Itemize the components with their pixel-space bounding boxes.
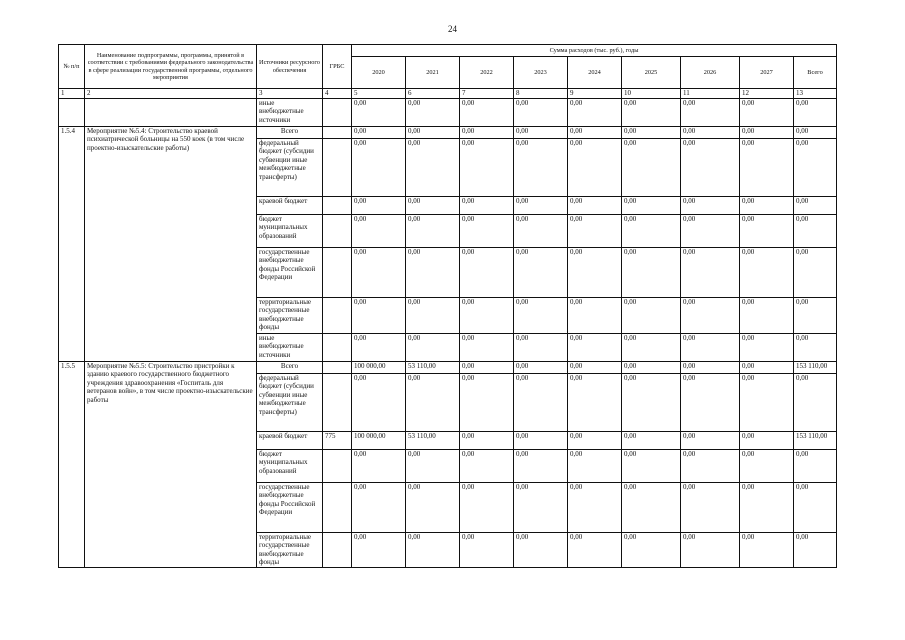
year-value: 0,00 <box>568 247 622 297</box>
total-value: 153 110,00 <box>794 431 837 449</box>
year-value: 0,00 <box>568 196 622 214</box>
year-value: 0,00 <box>460 196 514 214</box>
year-value: 0,00 <box>406 297 460 333</box>
grbs-code <box>323 297 352 333</box>
header-year: 2020 <box>352 57 406 89</box>
year-value: 0,00 <box>460 126 514 138</box>
table-row <box>59 126 837 138</box>
year-value: 0,00 <box>460 373 514 431</box>
grbs-code <box>323 247 352 297</box>
measure-number: 1.5.4 <box>59 126 85 361</box>
year-value: 0,00 <box>514 98 568 126</box>
year-value: 53 110,00 <box>406 431 460 449</box>
year-value: 0,00 <box>514 214 568 247</box>
year-value: 0,00 <box>622 361 681 373</box>
column-number: 9 <box>568 89 622 99</box>
year-value: 0,00 <box>352 138 406 196</box>
column-number: 7 <box>460 89 514 99</box>
year-value: 0,00 <box>622 126 681 138</box>
year-value: 0,00 <box>406 196 460 214</box>
table-row <box>59 98 837 126</box>
column-number: 13 <box>794 89 837 99</box>
column-number-row <box>59 89 837 99</box>
year-value: 0,00 <box>514 247 568 297</box>
header-year: 2022 <box>460 57 514 89</box>
year-value: 0,00 <box>514 373 568 431</box>
year-value: 0,00 <box>352 98 406 126</box>
header-sum: Сумма расходов (тыс. руб.), годы <box>352 45 837 57</box>
column-number: 12 <box>740 89 794 99</box>
year-value: 0,00 <box>406 98 460 126</box>
budget-table <box>58 44 837 568</box>
year-value: 0,00 <box>681 373 740 431</box>
year-value: 0,00 <box>622 297 681 333</box>
year-value: 0,00 <box>568 449 622 482</box>
year-value: 0,00 <box>622 532 681 567</box>
year-value: 0,00 <box>622 98 681 126</box>
year-value: 0,00 <box>514 126 568 138</box>
year-value: 0,00 <box>460 297 514 333</box>
year-value: 0,00 <box>514 449 568 482</box>
year-value: 0,00 <box>406 126 460 138</box>
year-value: 0,00 <box>460 532 514 567</box>
funding-source: краевой бюджет <box>257 431 323 449</box>
year-value: 53 110,00 <box>406 361 460 373</box>
year-value: 0,00 <box>568 138 622 196</box>
header-year: 2024 <box>568 57 622 89</box>
grbs-code <box>323 361 352 373</box>
total-value: 0,00 <box>794 482 837 532</box>
year-value: 0,00 <box>568 333 622 361</box>
year-value: 0,00 <box>622 214 681 247</box>
grbs-code <box>323 449 352 482</box>
year-value: 0,00 <box>740 138 794 196</box>
total-value: 0,00 <box>794 333 837 361</box>
year-value: 0,00 <box>406 532 460 567</box>
year-value: 0,00 <box>352 297 406 333</box>
total-value: 0,00 <box>794 196 837 214</box>
year-value: 0,00 <box>568 373 622 431</box>
year-value: 0,00 <box>406 373 460 431</box>
year-value: 0,00 <box>681 297 740 333</box>
year-value: 0,00 <box>352 214 406 247</box>
year-value: 0,00 <box>740 297 794 333</box>
funding-source: государственные внебюджетные фонды Российской Федерации <box>257 482 323 532</box>
header-grbs: ГРБС <box>323 45 352 89</box>
year-value: 0,00 <box>681 214 740 247</box>
year-value: 0,00 <box>568 482 622 532</box>
year-value: 0,00 <box>622 373 681 431</box>
column-number: 8 <box>514 89 568 99</box>
total-value: 0,00 <box>794 373 837 431</box>
year-value: 0,00 <box>460 449 514 482</box>
year-value: 0,00 <box>681 98 740 126</box>
year-value: 0,00 <box>514 138 568 196</box>
total-value: 0,00 <box>794 297 837 333</box>
grbs-code <box>323 532 352 567</box>
year-value: 0,00 <box>740 98 794 126</box>
year-value: 0,00 <box>681 431 740 449</box>
year-value: 0,00 <box>406 214 460 247</box>
total-value: 0,00 <box>794 214 837 247</box>
grbs-code <box>323 126 352 138</box>
measure-name: Мероприятие №5.4: Строительство краевой психиатрической больницы на 550 коек (в том числе проектно-изыскательские работы) <box>85 126 257 361</box>
column-number: 1 <box>59 89 85 99</box>
year-value: 0,00 <box>740 431 794 449</box>
year-value: 0,00 <box>352 482 406 532</box>
year-value: 0,00 <box>740 532 794 567</box>
funding-source: государственные внебюджетные фонды Российской Федерации <box>257 247 323 297</box>
year-value: 0,00 <box>681 361 740 373</box>
total-value: 0,00 <box>794 449 837 482</box>
year-value: 0,00 <box>352 196 406 214</box>
year-value: 0,00 <box>460 138 514 196</box>
funding-source: территориальные государственные внебюджетные фонды <box>257 532 323 567</box>
year-value: 0,00 <box>568 126 622 138</box>
table-row <box>59 361 837 373</box>
year-value: 0,00 <box>352 373 406 431</box>
measure-name: Мероприятие №5.5: Строительство пристройки к зданию краевого государственного бюджетного учреждения здравоохранения «Госпиталь для ветеранов войн», в том числе проектно-изыскательские работы <box>85 361 257 567</box>
header-year: 2021 <box>406 57 460 89</box>
header-year: 2023 <box>514 57 568 89</box>
year-value: 0,00 <box>681 333 740 361</box>
header-total: Всего <box>794 57 837 89</box>
funding-source: бюджет муниципальных образований <box>257 214 323 247</box>
year-value: 0,00 <box>406 482 460 532</box>
year-value: 0,00 <box>681 138 740 196</box>
year-value: 0,00 <box>622 431 681 449</box>
year-value: 0,00 <box>740 482 794 532</box>
funding-source: территориальные государственные внебюджетные фонды <box>257 297 323 333</box>
year-value: 0,00 <box>460 482 514 532</box>
year-value: 0,00 <box>622 196 681 214</box>
year-value: 0,00 <box>740 373 794 431</box>
year-value: 0,00 <box>740 361 794 373</box>
year-value: 0,00 <box>352 449 406 482</box>
funding-source: краевой бюджет <box>257 196 323 214</box>
column-number: 2 <box>85 89 257 99</box>
header-source: Источники ресурсного обеспечения <box>257 45 323 89</box>
year-value: 0,00 <box>681 126 740 138</box>
year-value: 0,00 <box>460 247 514 297</box>
year-value: 0,00 <box>740 247 794 297</box>
year-value: 0,00 <box>352 532 406 567</box>
grbs-code <box>323 138 352 196</box>
year-value: 0,00 <box>568 361 622 373</box>
year-value: 0,00 <box>352 333 406 361</box>
year-value: 0,00 <box>514 361 568 373</box>
year-value: 0,00 <box>568 532 622 567</box>
year-value: 0,00 <box>568 297 622 333</box>
year-value: 0,00 <box>460 431 514 449</box>
year-value: 0,00 <box>514 196 568 214</box>
year-value: 0,00 <box>514 431 568 449</box>
year-value: 0,00 <box>740 214 794 247</box>
column-number: 4 <box>323 89 352 99</box>
year-value: 0,00 <box>568 431 622 449</box>
table-header <box>59 45 837 99</box>
grbs-code <box>323 333 352 361</box>
year-value: 0,00 <box>406 247 460 297</box>
page-number: 24 <box>448 24 457 34</box>
year-value: 0,00 <box>514 532 568 567</box>
total-value: 0,00 <box>794 532 837 567</box>
year-value: 0,00 <box>514 297 568 333</box>
column-number: 11 <box>681 89 740 99</box>
year-value: 0,00 <box>681 532 740 567</box>
year-value: 0,00 <box>406 333 460 361</box>
grbs-code <box>323 482 352 532</box>
year-value: 0,00 <box>460 98 514 126</box>
year-value: 0,00 <box>622 333 681 361</box>
year-value: 0,00 <box>514 333 568 361</box>
funding-source: иные внебюджетные источники <box>257 98 323 126</box>
total-value: 0,00 <box>794 138 837 196</box>
year-value: 0,00 <box>681 247 740 297</box>
year-value: 0,00 <box>460 361 514 373</box>
year-value: 100 000,00 <box>352 361 406 373</box>
year-value: 0,00 <box>406 138 460 196</box>
header-name: Наименование подпрограммы, программы, принятой в соответствии с требованиями федерального законодательства в сфере реализации государственной программы, отдельного мероприятия <box>85 45 257 89</box>
funding-source: Всего <box>257 126 323 138</box>
year-value: 0,00 <box>622 482 681 532</box>
year-value: 0,00 <box>622 449 681 482</box>
total-value: 0,00 <box>794 126 837 138</box>
total-value: 153 110,00 <box>794 361 837 373</box>
funding-source: бюджет муниципальных образований <box>257 449 323 482</box>
grbs-code <box>323 214 352 247</box>
year-value: 0,00 <box>622 138 681 196</box>
grbs-code: 775 <box>323 431 352 449</box>
year-value: 0,00 <box>740 333 794 361</box>
year-value: 0,00 <box>568 214 622 247</box>
year-value: 0,00 <box>460 214 514 247</box>
year-value: 0,00 <box>514 482 568 532</box>
year-value: 0,00 <box>622 247 681 297</box>
column-number: 6 <box>406 89 460 99</box>
table-body <box>59 98 837 567</box>
row-name-cell <box>85 98 257 126</box>
total-value: 0,00 <box>794 247 837 297</box>
grbs-code <box>323 373 352 431</box>
year-value: 0,00 <box>460 333 514 361</box>
funding-source: Всего <box>257 361 323 373</box>
grbs-code <box>323 98 352 126</box>
year-value: 0,00 <box>352 247 406 297</box>
year-value: 0,00 <box>681 449 740 482</box>
total-value: 0,00 <box>794 98 837 126</box>
year-value: 0,00 <box>406 449 460 482</box>
year-value: 0,00 <box>740 449 794 482</box>
row-num-cell <box>59 98 85 126</box>
year-value: 0,00 <box>740 126 794 138</box>
measure-number: 1.5.5 <box>59 361 85 567</box>
year-value: 0,00 <box>352 126 406 138</box>
header-num: № п/п <box>59 45 85 89</box>
year-value: 0,00 <box>568 98 622 126</box>
column-number: 10 <box>622 89 681 99</box>
year-value: 0,00 <box>681 482 740 532</box>
header-year: 2027 <box>740 57 794 89</box>
year-value: 0,00 <box>681 196 740 214</box>
column-number: 3 <box>257 89 323 99</box>
funding-source: федеральный бюджет (субсидии субвенции иные межбюджетные трансферты) <box>257 373 323 431</box>
header-year: 2025 <box>622 57 681 89</box>
header-year: 2026 <box>681 57 740 89</box>
funding-source: иные внебюджетные источники <box>257 333 323 361</box>
year-value: 100 000,00 <box>352 431 406 449</box>
funding-source: федеральный бюджет (субсидии субвенции иные межбюджетные трансферты) <box>257 138 323 196</box>
grbs-code <box>323 196 352 214</box>
year-value: 0,00 <box>740 196 794 214</box>
column-number: 5 <box>352 89 406 99</box>
